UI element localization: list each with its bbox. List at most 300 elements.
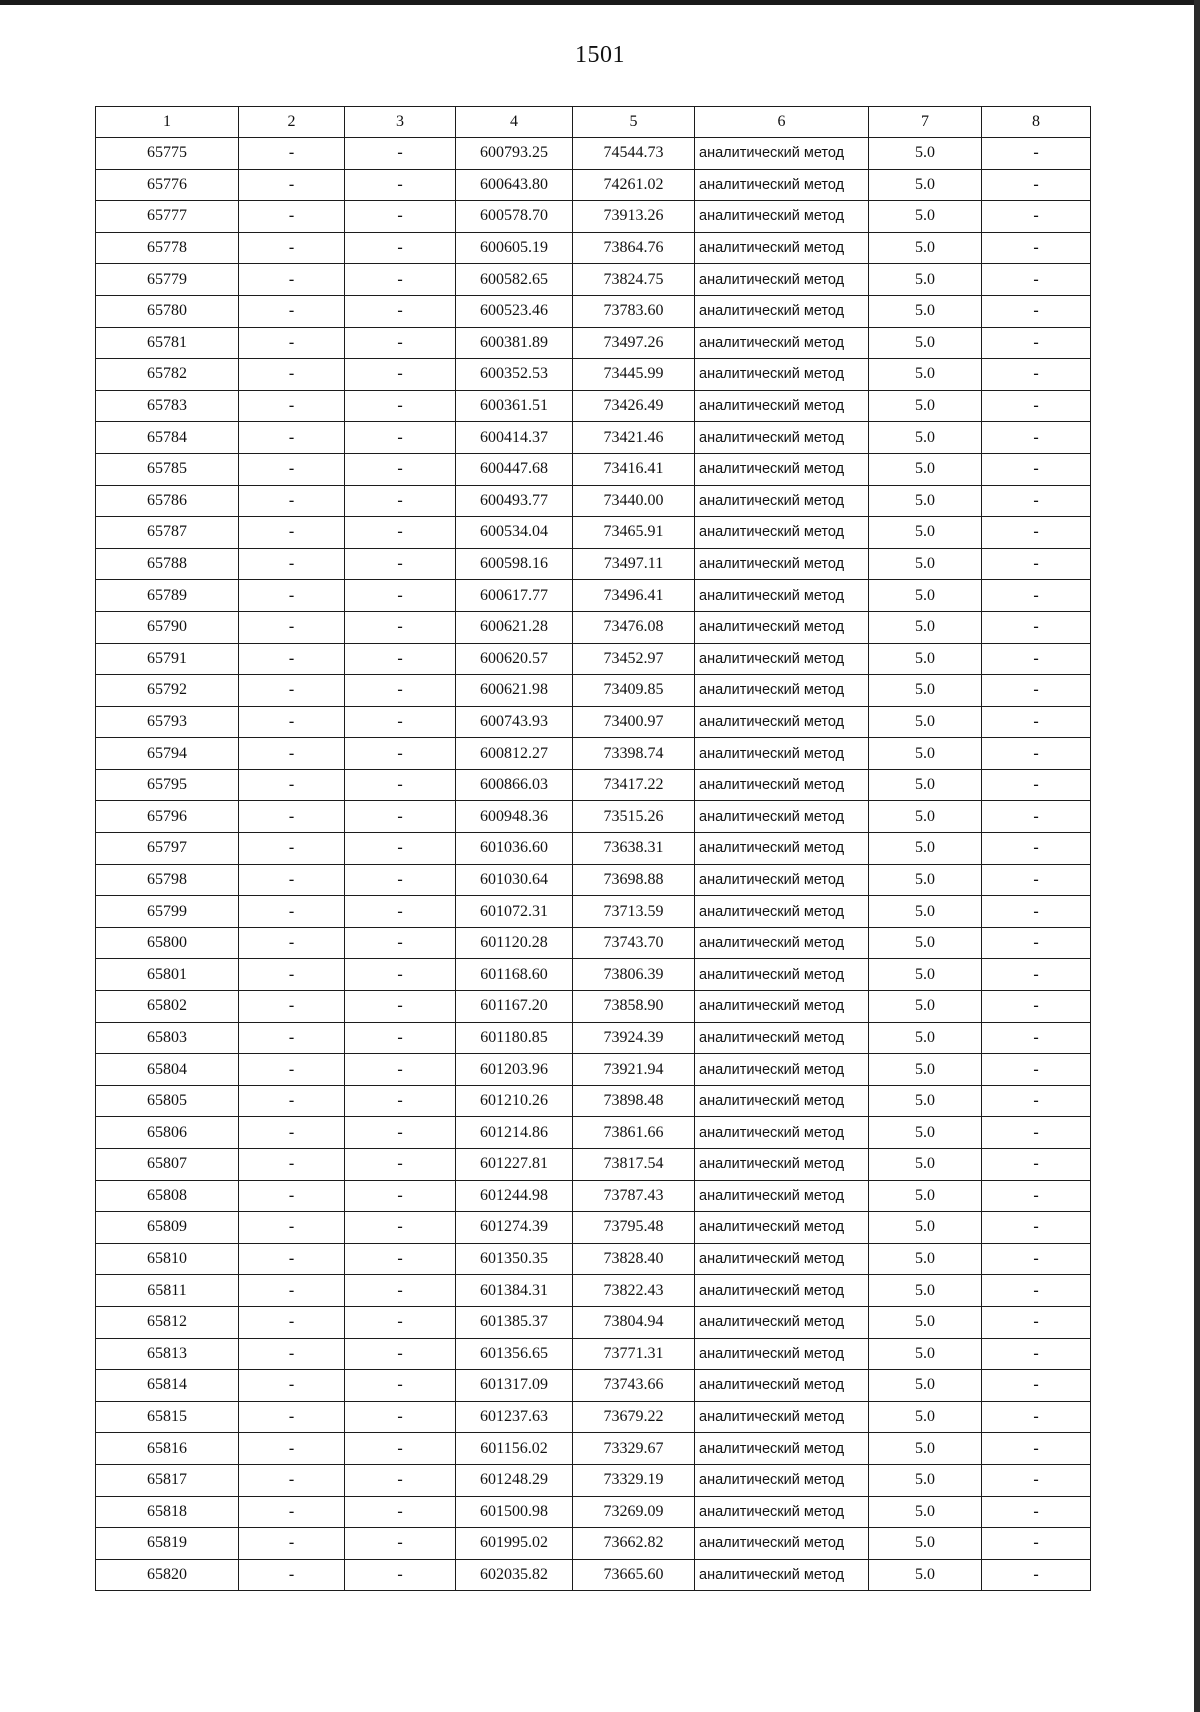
column-header: 7 <box>869 107 982 138</box>
x-coordinate-cell: 601168.60 <box>456 959 573 991</box>
col2-cell: - <box>239 675 345 707</box>
y-coordinate-cell: 73665.60 <box>573 1559 695 1591</box>
col8-cell: - <box>982 1117 1091 1149</box>
point-number-cell: 65815 <box>96 1401 239 1433</box>
col2-cell: - <box>239 1464 345 1496</box>
x-coordinate-cell: 600866.03 <box>456 769 573 801</box>
point-number-cell: 65802 <box>96 991 239 1023</box>
col8-cell: - <box>982 1433 1091 1465</box>
table-row <box>96 675 1091 707</box>
point-number-cell: 65808 <box>96 1180 239 1212</box>
accuracy-cell: 5.0 <box>869 580 982 612</box>
point-number-cell: 65797 <box>96 833 239 865</box>
x-coordinate-cell: 600523.46 <box>456 295 573 327</box>
y-coordinate-cell: 73465.91 <box>573 517 695 549</box>
point-number-cell: 65812 <box>96 1306 239 1338</box>
y-coordinate-cell: 73409.85 <box>573 675 695 707</box>
col8-cell: - <box>982 927 1091 959</box>
col8-cell: - <box>982 580 1091 612</box>
point-number-cell: 65776 <box>96 169 239 201</box>
col2-cell: - <box>239 1243 345 1275</box>
point-number-cell: 65807 <box>96 1149 239 1181</box>
table-row <box>96 833 1091 865</box>
col8-cell: - <box>982 548 1091 580</box>
col2-cell: - <box>239 864 345 896</box>
table-row <box>96 738 1091 770</box>
point-number-cell: 65811 <box>96 1275 239 1307</box>
x-coordinate-cell: 600793.25 <box>456 138 573 170</box>
col3-cell: - <box>345 1180 456 1212</box>
col8-cell: - <box>982 517 1091 549</box>
method-cell: аналитический метод <box>695 390 869 422</box>
table-row <box>96 643 1091 675</box>
method-cell: аналитический метод <box>695 959 869 991</box>
accuracy-cell: 5.0 <box>869 1117 982 1149</box>
col2-cell: - <box>239 1433 345 1465</box>
point-number-cell: 65819 <box>96 1528 239 1560</box>
table-row <box>96 1528 1091 1560</box>
col2-cell: - <box>239 1085 345 1117</box>
y-coordinate-cell: 73662.82 <box>573 1528 695 1560</box>
y-coordinate-cell: 74544.73 <box>573 138 695 170</box>
table-row <box>96 1496 1091 1528</box>
accuracy-cell: 5.0 <box>869 201 982 233</box>
accuracy-cell: 5.0 <box>869 359 982 391</box>
x-coordinate-cell: 600414.37 <box>456 422 573 454</box>
y-coordinate-cell: 73924.39 <box>573 1022 695 1054</box>
col8-cell: - <box>982 1464 1091 1496</box>
col3-cell: - <box>345 264 456 296</box>
point-number-cell: 65781 <box>96 327 239 359</box>
method-cell: аналитический метод <box>695 1117 869 1149</box>
point-number-cell: 65820 <box>96 1559 239 1591</box>
point-number-cell: 65779 <box>96 264 239 296</box>
col3-cell: - <box>345 327 456 359</box>
accuracy-cell: 5.0 <box>869 232 982 264</box>
y-coordinate-cell: 73771.31 <box>573 1338 695 1370</box>
table-row <box>96 706 1091 738</box>
x-coordinate-cell: 601156.02 <box>456 1433 573 1465</box>
accuracy-cell: 5.0 <box>869 1496 982 1528</box>
accuracy-cell: 5.0 <box>869 1275 982 1307</box>
method-cell: аналитический метод <box>695 927 869 959</box>
y-coordinate-cell: 73497.26 <box>573 327 695 359</box>
col8-cell: - <box>982 959 1091 991</box>
col2-cell: - <box>239 264 345 296</box>
col2-cell: - <box>239 1180 345 1212</box>
col2-cell: - <box>239 1212 345 1244</box>
col3-cell: - <box>345 801 456 833</box>
accuracy-cell: 5.0 <box>869 769 982 801</box>
accuracy-cell: 5.0 <box>869 1433 982 1465</box>
col3-cell: - <box>345 864 456 896</box>
table-row <box>96 896 1091 928</box>
accuracy-cell: 5.0 <box>869 896 982 928</box>
x-coordinate-cell: 601995.02 <box>456 1528 573 1560</box>
col8-cell: - <box>982 295 1091 327</box>
method-cell: аналитический метод <box>695 264 869 296</box>
col2-cell: - <box>239 1149 345 1181</box>
col3-cell: - <box>345 927 456 959</box>
col8-cell: - <box>982 611 1091 643</box>
method-cell: аналитический метод <box>695 232 869 264</box>
col3-cell: - <box>345 359 456 391</box>
point-number-cell: 65777 <box>96 201 239 233</box>
x-coordinate-cell: 601317.09 <box>456 1370 573 1402</box>
col2-cell: - <box>239 611 345 643</box>
point-number-cell: 65792 <box>96 675 239 707</box>
col8-cell: - <box>982 390 1091 422</box>
table-row <box>96 359 1091 391</box>
point-number-cell: 65818 <box>96 1496 239 1528</box>
col2-cell: - <box>239 390 345 422</box>
method-cell: аналитический метод <box>695 643 869 675</box>
accuracy-cell: 5.0 <box>869 1085 982 1117</box>
col2-cell: - <box>239 1528 345 1560</box>
method-cell: аналитический метод <box>695 1306 869 1338</box>
col2-cell: - <box>239 1370 345 1402</box>
col8-cell: - <box>982 675 1091 707</box>
col2-cell: - <box>239 738 345 770</box>
col2-cell: - <box>239 927 345 959</box>
col3-cell: - <box>345 1306 456 1338</box>
x-coordinate-cell: 601030.64 <box>456 864 573 896</box>
method-cell: аналитический метод <box>695 1401 869 1433</box>
col2-cell: - <box>239 801 345 833</box>
table-row <box>96 1149 1091 1181</box>
table-header-row <box>96 107 1091 138</box>
accuracy-cell: 5.0 <box>869 927 982 959</box>
table-row <box>96 1401 1091 1433</box>
col2-cell: - <box>239 833 345 865</box>
point-number-cell: 65786 <box>96 485 239 517</box>
x-coordinate-cell: 600617.77 <box>456 580 573 612</box>
x-coordinate-cell: 600352.53 <box>456 359 573 391</box>
col3-cell: - <box>345 1212 456 1244</box>
x-coordinate-cell: 601203.96 <box>456 1054 573 1086</box>
x-coordinate-cell: 600582.65 <box>456 264 573 296</box>
accuracy-cell: 5.0 <box>869 801 982 833</box>
col3-cell: - <box>345 580 456 612</box>
col8-cell: - <box>982 991 1091 1023</box>
col3-cell: - <box>345 896 456 928</box>
col3-cell: - <box>345 422 456 454</box>
accuracy-cell: 5.0 <box>869 1212 982 1244</box>
table-row <box>96 864 1091 896</box>
table-row <box>96 1464 1091 1496</box>
col8-cell: - <box>982 485 1091 517</box>
x-coordinate-cell: 601237.63 <box>456 1401 573 1433</box>
accuracy-cell: 5.0 <box>869 1338 982 1370</box>
col8-cell: - <box>982 706 1091 738</box>
col8-cell: - <box>982 453 1091 485</box>
col2-cell: - <box>239 643 345 675</box>
point-number-cell: 65810 <box>96 1243 239 1275</box>
table-row <box>96 232 1091 264</box>
column-header: 8 <box>982 107 1091 138</box>
x-coordinate-cell: 600643.80 <box>456 169 573 201</box>
x-coordinate-cell: 600578.70 <box>456 201 573 233</box>
point-number-cell: 65813 <box>96 1338 239 1370</box>
point-number-cell: 65778 <box>96 232 239 264</box>
x-coordinate-cell: 601120.28 <box>456 927 573 959</box>
method-cell: аналитический метод <box>695 1496 869 1528</box>
y-coordinate-cell: 73417.22 <box>573 769 695 801</box>
method-cell: аналитический метод <box>695 1180 869 1212</box>
table-row <box>96 295 1091 327</box>
method-cell: аналитический метод <box>695 580 869 612</box>
y-coordinate-cell: 73421.46 <box>573 422 695 454</box>
y-coordinate-cell: 73400.97 <box>573 706 695 738</box>
accuracy-cell: 5.0 <box>869 422 982 454</box>
point-number-cell: 65817 <box>96 1464 239 1496</box>
y-coordinate-cell: 73861.66 <box>573 1117 695 1149</box>
col3-cell: - <box>345 611 456 643</box>
col3-cell: - <box>345 959 456 991</box>
x-coordinate-cell: 600447.68 <box>456 453 573 485</box>
col2-cell: - <box>239 1496 345 1528</box>
table-row <box>96 1180 1091 1212</box>
table-row <box>96 1085 1091 1117</box>
col2-cell: - <box>239 1275 345 1307</box>
col3-cell: - <box>345 169 456 201</box>
col3-cell: - <box>345 453 456 485</box>
method-cell: аналитический метод <box>695 548 869 580</box>
col8-cell: - <box>982 1401 1091 1433</box>
table-row <box>96 580 1091 612</box>
col2-cell: - <box>239 706 345 738</box>
point-number-cell: 65794 <box>96 738 239 770</box>
col3-cell: - <box>345 517 456 549</box>
y-coordinate-cell: 73679.22 <box>573 1401 695 1433</box>
x-coordinate-cell: 601385.37 <box>456 1306 573 1338</box>
col8-cell: - <box>982 138 1091 170</box>
accuracy-cell: 5.0 <box>869 643 982 675</box>
col8-cell: - <box>982 1054 1091 1086</box>
col3-cell: - <box>345 1370 456 1402</box>
table-body <box>96 138 1091 1591</box>
col3-cell: - <box>345 1496 456 1528</box>
col2-cell: - <box>239 959 345 991</box>
y-coordinate-cell: 73822.43 <box>573 1275 695 1307</box>
col3-cell: - <box>345 485 456 517</box>
method-cell: аналитический метод <box>695 1054 869 1086</box>
col3-cell: - <box>345 1149 456 1181</box>
method-cell: аналитический метод <box>695 1149 869 1181</box>
x-coordinate-cell: 601180.85 <box>456 1022 573 1054</box>
point-number-cell: 65795 <box>96 769 239 801</box>
y-coordinate-cell: 73416.41 <box>573 453 695 485</box>
col8-cell: - <box>982 1022 1091 1054</box>
x-coordinate-cell: 602035.82 <box>456 1559 573 1591</box>
table-row <box>96 1212 1091 1244</box>
method-cell: аналитический метод <box>695 517 869 549</box>
col2-cell: - <box>239 1401 345 1433</box>
table-row <box>96 927 1091 959</box>
col2-cell: - <box>239 1306 345 1338</box>
col8-cell: - <box>982 359 1091 391</box>
col8-cell: - <box>982 738 1091 770</box>
method-cell: аналитический метод <box>695 1022 869 1054</box>
col2-cell: - <box>239 1054 345 1086</box>
y-coordinate-cell: 73921.94 <box>573 1054 695 1086</box>
col8-cell: - <box>982 864 1091 896</box>
accuracy-cell: 5.0 <box>869 611 982 643</box>
method-cell: аналитический метод <box>695 1243 869 1275</box>
accuracy-cell: 5.0 <box>869 264 982 296</box>
col2-cell: - <box>239 769 345 801</box>
col2-cell: - <box>239 453 345 485</box>
y-coordinate-cell: 74261.02 <box>573 169 695 201</box>
point-number-cell: 65805 <box>96 1085 239 1117</box>
x-coordinate-cell: 601210.26 <box>456 1085 573 1117</box>
y-coordinate-cell: 73329.67 <box>573 1433 695 1465</box>
accuracy-cell: 5.0 <box>869 548 982 580</box>
y-coordinate-cell: 73452.97 <box>573 643 695 675</box>
column-header: 2 <box>239 107 345 138</box>
col2-cell: - <box>239 201 345 233</box>
table-row <box>96 453 1091 485</box>
x-coordinate-cell: 601214.86 <box>456 1117 573 1149</box>
table-row <box>96 390 1091 422</box>
y-coordinate-cell: 73817.54 <box>573 1149 695 1181</box>
y-coordinate-cell: 73828.40 <box>573 1243 695 1275</box>
column-header: 1 <box>96 107 239 138</box>
accuracy-cell: 5.0 <box>869 1022 982 1054</box>
col2-cell: - <box>239 327 345 359</box>
method-cell: аналитический метод <box>695 138 869 170</box>
col8-cell: - <box>982 232 1091 264</box>
col8-cell: - <box>982 264 1091 296</box>
column-header: 3 <box>345 107 456 138</box>
accuracy-cell: 5.0 <box>869 517 982 549</box>
x-coordinate-cell: 600620.57 <box>456 643 573 675</box>
col3-cell: - <box>345 1054 456 1086</box>
x-coordinate-cell: 601274.39 <box>456 1212 573 1244</box>
accuracy-cell: 5.0 <box>869 1528 982 1560</box>
point-number-cell: 65816 <box>96 1433 239 1465</box>
col3-cell: - <box>345 138 456 170</box>
point-number-cell: 65801 <box>96 959 239 991</box>
col3-cell: - <box>345 1085 456 1117</box>
method-cell: аналитический метод <box>695 769 869 801</box>
x-coordinate-cell: 600948.36 <box>456 801 573 833</box>
col2-cell: - <box>239 991 345 1023</box>
col2-cell: - <box>239 232 345 264</box>
accuracy-cell: 5.0 <box>869 1401 982 1433</box>
table-row <box>96 1559 1091 1591</box>
x-coordinate-cell: 600361.51 <box>456 390 573 422</box>
method-cell: аналитический метод <box>695 201 869 233</box>
col3-cell: - <box>345 548 456 580</box>
method-cell: аналитический метод <box>695 1464 869 1496</box>
point-number-cell: 65799 <box>96 896 239 928</box>
accuracy-cell: 5.0 <box>869 959 982 991</box>
col8-cell: - <box>982 201 1091 233</box>
col2-cell: - <box>239 138 345 170</box>
col3-cell: - <box>345 1117 456 1149</box>
col2-cell: - <box>239 1338 345 1370</box>
y-coordinate-cell: 73858.90 <box>573 991 695 1023</box>
table-row <box>96 264 1091 296</box>
table-row <box>96 959 1091 991</box>
y-coordinate-cell: 73269.09 <box>573 1496 695 1528</box>
method-cell: аналитический метод <box>695 327 869 359</box>
col2-cell: - <box>239 580 345 612</box>
col3-cell: - <box>345 769 456 801</box>
accuracy-cell: 5.0 <box>869 295 982 327</box>
x-coordinate-cell: 601072.31 <box>456 896 573 928</box>
table-row <box>96 1306 1091 1338</box>
col8-cell: - <box>982 327 1091 359</box>
y-coordinate-cell: 73713.59 <box>573 896 695 928</box>
accuracy-cell: 5.0 <box>869 138 982 170</box>
method-cell: аналитический метод <box>695 1370 869 1402</box>
point-number-cell: 65790 <box>96 611 239 643</box>
table-row <box>96 517 1091 549</box>
method-cell: аналитический метод <box>695 1085 869 1117</box>
x-coordinate-cell: 600743.93 <box>456 706 573 738</box>
col8-cell: - <box>982 1559 1091 1591</box>
col2-cell: - <box>239 896 345 928</box>
accuracy-cell: 5.0 <box>869 738 982 770</box>
y-coordinate-cell: 73398.74 <box>573 738 695 770</box>
method-cell: аналитический метод <box>695 833 869 865</box>
y-coordinate-cell: 73426.49 <box>573 390 695 422</box>
y-coordinate-cell: 73898.48 <box>573 1085 695 1117</box>
y-coordinate-cell: 73787.43 <box>573 1180 695 1212</box>
table-row <box>96 801 1091 833</box>
y-coordinate-cell: 73476.08 <box>573 611 695 643</box>
accuracy-cell: 5.0 <box>869 327 982 359</box>
y-coordinate-cell: 73698.88 <box>573 864 695 896</box>
y-coordinate-cell: 73496.41 <box>573 580 695 612</box>
accuracy-cell: 5.0 <box>869 169 982 201</box>
col2-cell: - <box>239 1022 345 1054</box>
x-coordinate-cell: 600605.19 <box>456 232 573 264</box>
x-coordinate-cell: 601167.20 <box>456 991 573 1023</box>
point-number-cell: 65796 <box>96 801 239 833</box>
x-coordinate-cell: 601036.60 <box>456 833 573 865</box>
col3-cell: - <box>345 643 456 675</box>
coordinates-table <box>95 106 1091 1591</box>
accuracy-cell: 5.0 <box>869 1054 982 1086</box>
accuracy-cell: 5.0 <box>869 1149 982 1181</box>
accuracy-cell: 5.0 <box>869 390 982 422</box>
col8-cell: - <box>982 1275 1091 1307</box>
col8-cell: - <box>982 169 1091 201</box>
method-cell: аналитический метод <box>695 801 869 833</box>
col8-cell: - <box>982 1180 1091 1212</box>
x-coordinate-cell: 600493.77 <box>456 485 573 517</box>
col3-cell: - <box>345 1275 456 1307</box>
column-header: 6 <box>695 107 869 138</box>
accuracy-cell: 5.0 <box>869 1464 982 1496</box>
y-coordinate-cell: 73795.48 <box>573 1212 695 1244</box>
accuracy-cell: 5.0 <box>869 1243 982 1275</box>
x-coordinate-cell: 600381.89 <box>456 327 573 359</box>
method-cell: аналитический метод <box>695 1212 869 1244</box>
col8-cell: - <box>982 833 1091 865</box>
method-cell: аналитический метод <box>695 864 869 896</box>
method-cell: аналитический метод <box>695 1559 869 1591</box>
method-cell: аналитический метод <box>695 169 869 201</box>
col8-cell: - <box>982 1496 1091 1528</box>
point-number-cell: 65800 <box>96 927 239 959</box>
method-cell: аналитический метод <box>695 422 869 454</box>
y-coordinate-cell: 73743.66 <box>573 1370 695 1402</box>
x-coordinate-cell: 601356.65 <box>456 1338 573 1370</box>
